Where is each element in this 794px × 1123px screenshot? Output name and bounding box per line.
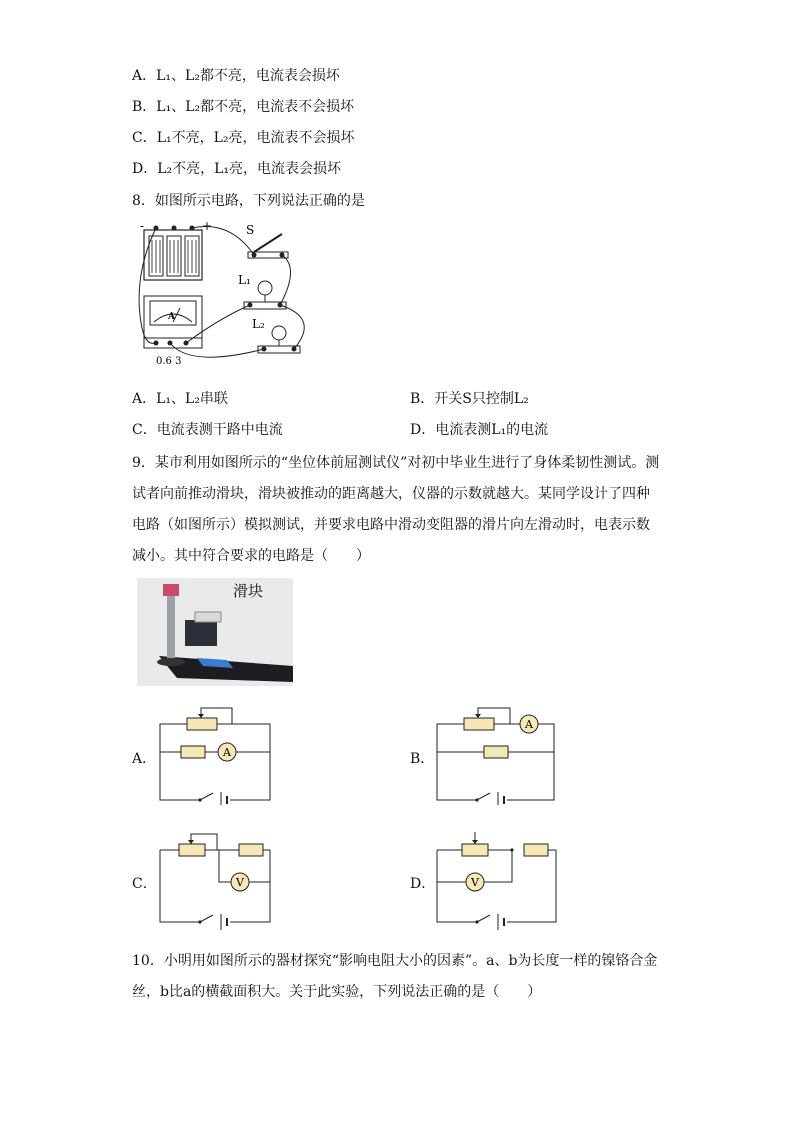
switch-label: S bbox=[246, 223, 255, 237]
lamp-l2-label: L₂ bbox=[252, 317, 265, 331]
switch-icon bbox=[200, 793, 213, 800]
svg-text:A: A bbox=[525, 718, 533, 731]
q7-option-b: B．L₁、L₂都不亮，电流表不会损坏 bbox=[132, 99, 355, 115]
resistor-icon bbox=[239, 844, 263, 856]
ammeter-icon bbox=[144, 296, 202, 348]
minus-label: - bbox=[140, 219, 145, 233]
rheostat-icon bbox=[462, 844, 488, 856]
lamp-l1-label: L₁ bbox=[238, 273, 251, 287]
sit-and-reach-photo bbox=[137, 578, 293, 686]
resistor-icon bbox=[524, 844, 548, 856]
circuit-c bbox=[155, 828, 275, 930]
svg-text:A: A bbox=[223, 746, 231, 759]
rheostat-icon bbox=[464, 718, 494, 730]
circuit-d bbox=[432, 828, 560, 930]
rheostat-icon bbox=[179, 844, 205, 856]
tester-illustration bbox=[137, 578, 293, 686]
rheostat-icon bbox=[187, 718, 217, 730]
q8-option-b: B．开关S只控制L₂ bbox=[410, 391, 529, 407]
svg-text:V: V bbox=[236, 876, 244, 889]
slider-label: 滑块 bbox=[233, 582, 264, 600]
q8-option-c: C．电流表测干路中电流 bbox=[132, 422, 283, 438]
circuit-a bbox=[155, 700, 275, 805]
circuit-b-label: B． bbox=[410, 751, 435, 767]
resistor-icon bbox=[181, 746, 205, 758]
q8-option-a: A．L₁、L₂串联 bbox=[132, 391, 228, 407]
q8-stem: 8．如图所示电路，下列说法正确的是 bbox=[132, 193, 365, 209]
resistor-icon bbox=[484, 746, 508, 758]
ammeter-terminals: 0.6 3 bbox=[156, 356, 182, 367]
circuit-d-label: D． bbox=[410, 876, 436, 892]
switch-icon bbox=[200, 915, 213, 922]
q7-option-d: D．L₂不亮，L₁亮，电流表会损坏 bbox=[132, 161, 342, 177]
q10-stem: 10．小明用如图所示的器材探究“影响电阻大小的因素”。a、b为长度一样的镍铬合金丝，b比a的横截面积大。关于此实验，下列说法正确的是（ ） bbox=[132, 953, 658, 1000]
q8-option-d: D．电流表测L₁的电流 bbox=[410, 422, 549, 438]
svg-text:V: V bbox=[471, 876, 479, 889]
q7-option-a: A．L₁、L₂都不亮，电流表会损坏 bbox=[132, 68, 340, 84]
q7-option-c: C．L₁不亮，L₂亮，电流表不会损坏 bbox=[132, 130, 355, 146]
circuit-c-label: C． bbox=[132, 876, 157, 892]
ammeter-label: A bbox=[168, 312, 175, 322]
circuit-b bbox=[432, 700, 560, 805]
plus-label: + bbox=[202, 219, 213, 233]
switch-icon bbox=[477, 915, 490, 922]
circuit-a-label: A． bbox=[132, 751, 157, 767]
switch-icon bbox=[477, 793, 490, 800]
battery-icon bbox=[144, 226, 202, 281]
q9-stem: 9．某市利用如图所示的“坐位体前屈测试仪”对初中毕业生进行了身体柔韧性测试。测试者向前推动滑块，滑块被推动的距离越大，仪器的示数就越大。某同学设计了四种电路（如图所示）模拟测试，并要求电路中滑动变阻器的滑片向左滑动时，电表示数减小。其中符合要求的电路是（ ） bbox=[132, 455, 660, 564]
q8-circuit-figure bbox=[130, 218, 320, 373]
